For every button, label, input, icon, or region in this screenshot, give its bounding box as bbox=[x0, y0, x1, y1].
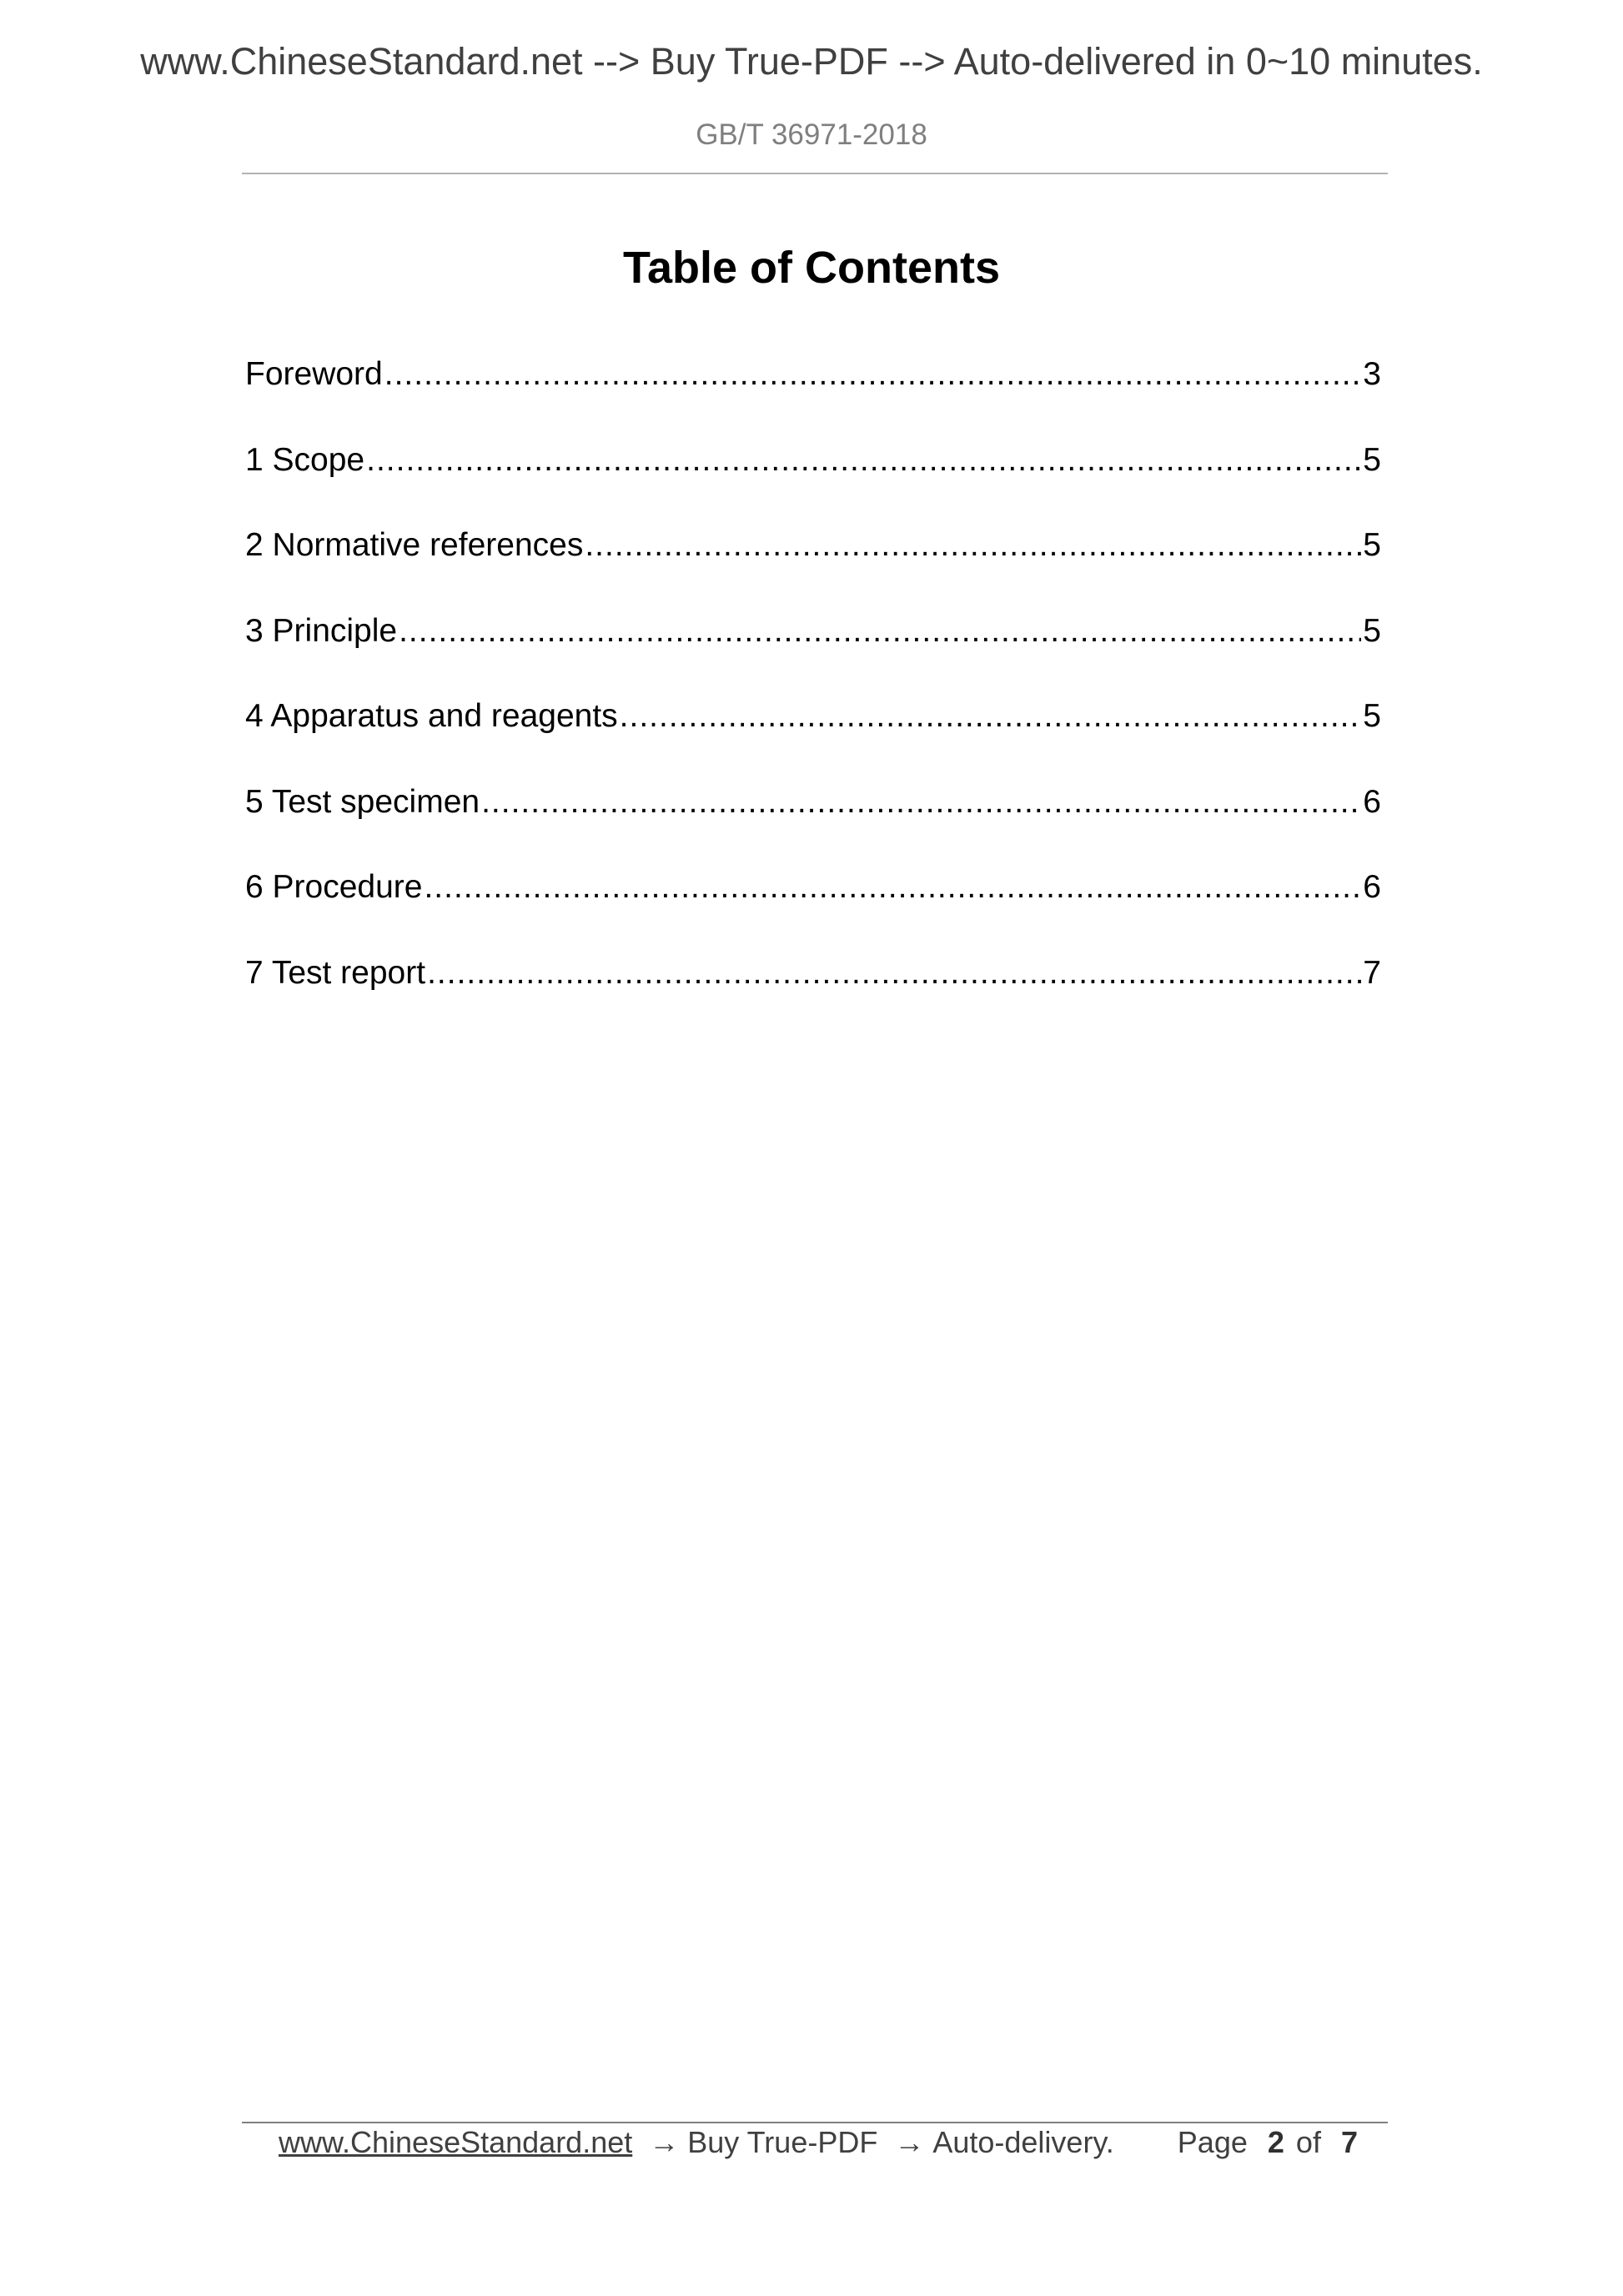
toc-dot-leader bbox=[481, 781, 1361, 823]
toc-entry-label: 4 Apparatus and reagents bbox=[245, 698, 618, 734]
page-word: Page bbox=[1177, 2125, 1248, 2159]
toc-entry-label: 2 Normative references bbox=[245, 527, 584, 563]
toc-dot-leader bbox=[384, 354, 1362, 395]
footer-buy-text: Buy True-PDF bbox=[687, 2125, 878, 2159]
toc-dot-leader bbox=[427, 952, 1361, 994]
toc-entry-procedure[interactable] bbox=[245, 867, 1381, 952]
toc-dot-leader bbox=[366, 440, 1361, 481]
standard-code: GB/T 36971-2018 bbox=[696, 118, 927, 151]
toc-entry-page: 5 bbox=[1363, 698, 1381, 734]
toc-entry-label: 5 Test specimen bbox=[245, 783, 480, 820]
toc-entry-label: 7 Test report bbox=[245, 954, 426, 991]
toc-entry-page: 6 bbox=[1363, 783, 1381, 820]
toc-entry-principle[interactable] bbox=[245, 610, 1381, 696]
toc-entry-label: 6 Procedure bbox=[245, 869, 423, 905]
toc-entry-normative-references[interactable] bbox=[245, 525, 1381, 610]
footer-divider bbox=[242, 2122, 1388, 2123]
toc-entry-apparatus-and-reagents[interactable] bbox=[245, 696, 1381, 781]
toc-entry-page: 7 bbox=[1363, 954, 1381, 991]
toc-entry-page: 5 bbox=[1363, 441, 1381, 478]
toc-dot-leader bbox=[620, 696, 1362, 737]
page-footer bbox=[279, 2125, 1381, 2160]
arrow-right-icon: → bbox=[649, 2125, 680, 2159]
footer-site-link[interactable]: www.ChineseStandard.net bbox=[279, 2125, 633, 2159]
toc-dot-leader bbox=[585, 525, 1361, 566]
toc-entry-page: 6 bbox=[1363, 869, 1381, 905]
toc-entry-scope[interactable] bbox=[245, 440, 1381, 525]
footer-delivery-text: Auto-delivery. bbox=[932, 2125, 1114, 2159]
toc-entry-test-report[interactable] bbox=[245, 952, 1381, 1038]
arrow-right-icon: → bbox=[894, 2125, 925, 2159]
top-banner: www.ChineseStandard.net --> Buy True-PDF --> Auto-delivered in 0~10 minutes. bbox=[140, 40, 1483, 83]
toc-list bbox=[245, 354, 1381, 1037]
toc-title: Table of Contents bbox=[623, 243, 1000, 293]
toc-entry-page: 5 bbox=[1363, 612, 1381, 649]
total-pages-number: 7 bbox=[1340, 2125, 1358, 2159]
toc-entry-page: 5 bbox=[1363, 527, 1381, 563]
toc-dot-leader bbox=[399, 610, 1361, 652]
toc-entry-label: Foreword bbox=[245, 356, 383, 392]
toc-entry-page: 3 bbox=[1363, 356, 1381, 392]
current-page-number: 2 bbox=[1267, 2125, 1284, 2159]
toc-dot-leader bbox=[424, 867, 1361, 908]
page-number bbox=[1178, 2125, 1369, 2160]
toc-entry-test-specimen[interactable] bbox=[245, 781, 1381, 867]
toc-entry-foreword[interactable] bbox=[245, 354, 1381, 440]
toc-entry-label: 1 Scope bbox=[245, 441, 365, 478]
of-word: of bbox=[1295, 2125, 1321, 2159]
header-divider bbox=[242, 173, 1388, 174]
toc-entry-label: 3 Principle bbox=[245, 612, 398, 649]
